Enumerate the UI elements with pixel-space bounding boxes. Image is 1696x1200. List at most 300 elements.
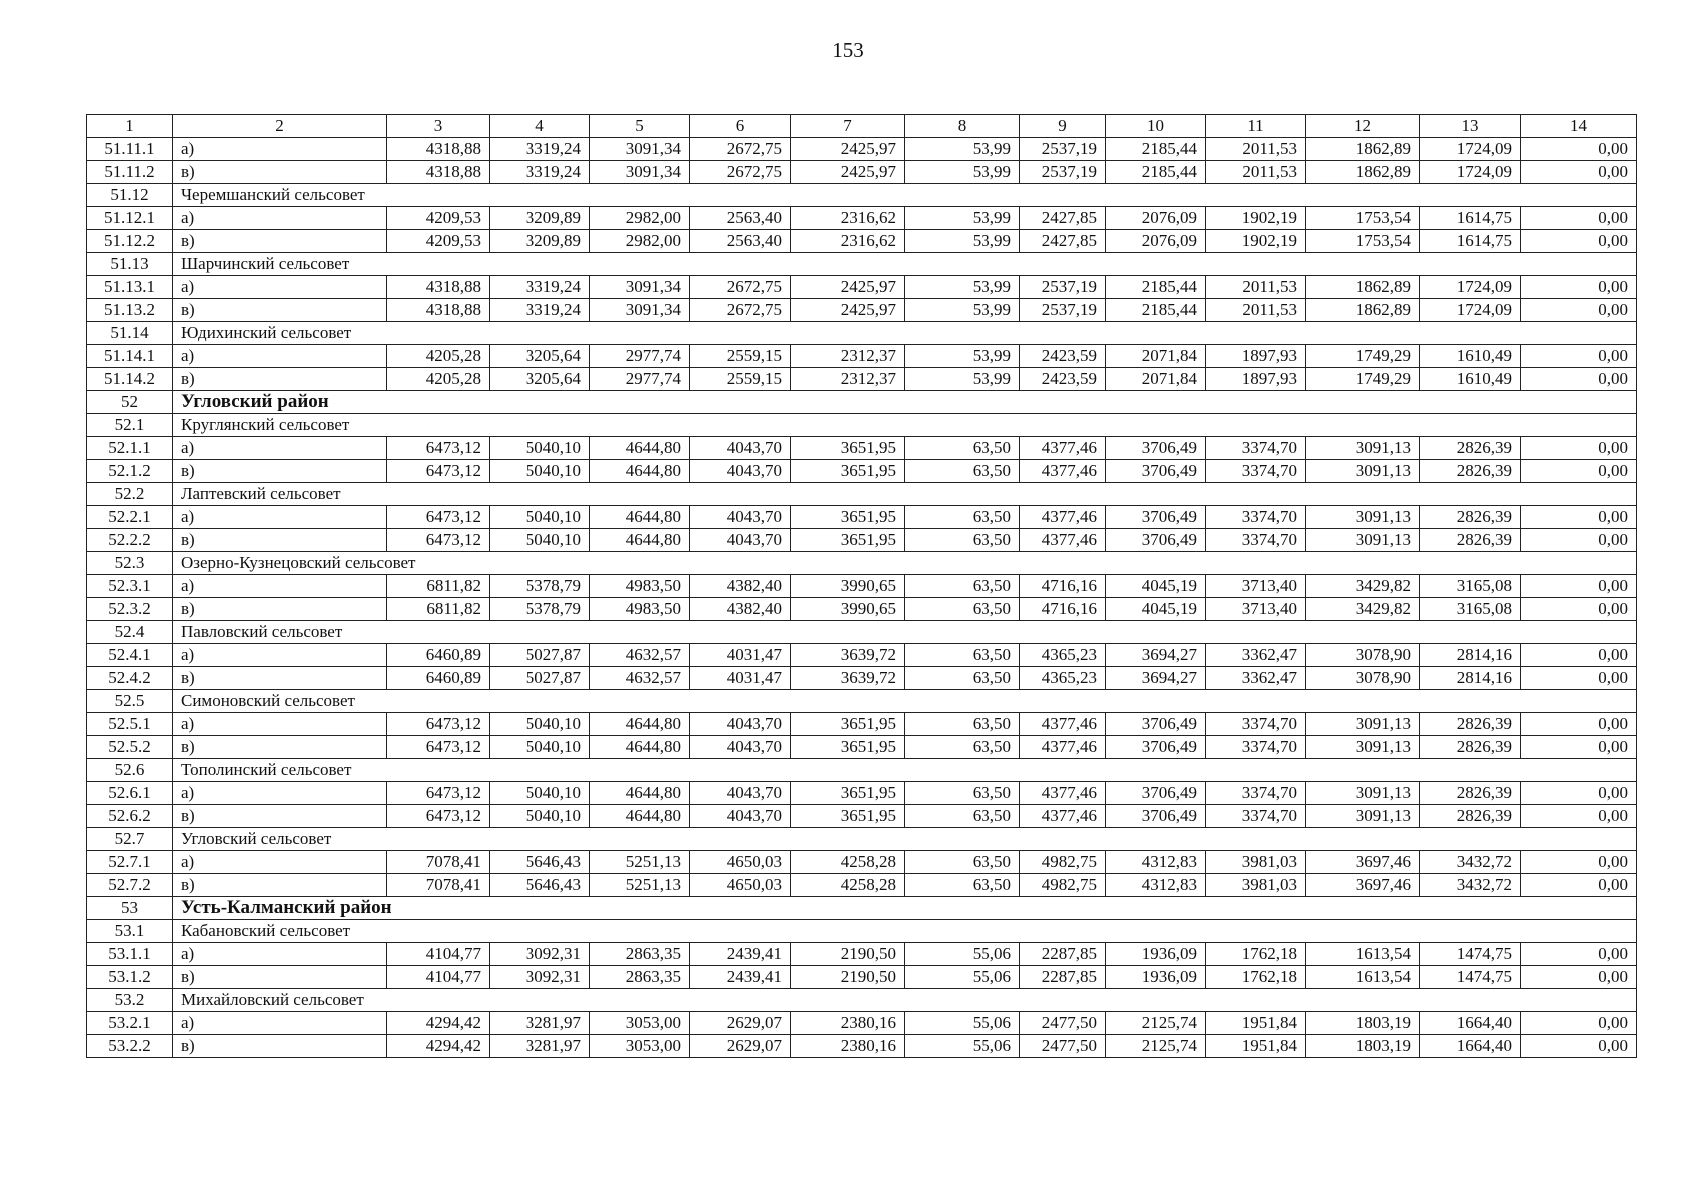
- table-row: [87, 506, 1637, 529]
- value-cell: 1724,09: [1420, 138, 1521, 161]
- value-cell: 3374,70: [1206, 437, 1306, 460]
- value-cell: 4104,77: [387, 943, 490, 966]
- value-cell: 3091,34: [590, 138, 690, 161]
- table-body: [87, 115, 1637, 1058]
- row-label: в): [173, 966, 387, 989]
- value-cell: 2826,39: [1420, 529, 1521, 552]
- table-row: [87, 299, 1637, 322]
- settlement-name: Черемшанский сельсовет: [173, 184, 1637, 207]
- value-cell: 1897,93: [1206, 345, 1306, 368]
- value-cell: 1664,40: [1420, 1012, 1521, 1035]
- value-cell: 5040,10: [490, 437, 590, 460]
- table-row: [87, 1012, 1637, 1035]
- value-cell: 0,00: [1521, 874, 1637, 897]
- value-cell: 4365,23: [1020, 644, 1106, 667]
- column-header: 7: [791, 115, 905, 138]
- value-cell: 4209,53: [387, 230, 490, 253]
- value-cell: 3374,70: [1206, 805, 1306, 828]
- row-label: а): [173, 575, 387, 598]
- value-cell: 4377,46: [1020, 782, 1106, 805]
- table-row: [87, 644, 1637, 667]
- value-cell: 1753,54: [1306, 230, 1420, 253]
- column-header: 10: [1106, 115, 1206, 138]
- value-cell: 3706,49: [1106, 506, 1206, 529]
- value-cell: 0,00: [1521, 851, 1637, 874]
- value-cell: 2439,41: [690, 943, 791, 966]
- value-cell: 1614,75: [1420, 230, 1521, 253]
- row-number: 52.2.1: [87, 506, 173, 529]
- value-cell: 3091,13: [1306, 713, 1420, 736]
- column-header: 12: [1306, 115, 1420, 138]
- row-number: 53: [87, 897, 173, 920]
- value-cell: 1951,84: [1206, 1012, 1306, 1035]
- value-cell: 0,00: [1521, 138, 1637, 161]
- value-cell: 2826,39: [1420, 782, 1521, 805]
- row-label: а): [173, 1012, 387, 1035]
- value-cell: 2287,85: [1020, 966, 1106, 989]
- value-cell: 2185,44: [1106, 276, 1206, 299]
- row-number: 52: [87, 391, 173, 414]
- value-cell: 63,50: [905, 782, 1020, 805]
- column-header: 4: [490, 115, 590, 138]
- section-row: [87, 759, 1637, 782]
- value-cell: 4045,19: [1106, 598, 1206, 621]
- value-cell: 2427,85: [1020, 207, 1106, 230]
- value-cell: 1862,89: [1306, 276, 1420, 299]
- value-cell: 2423,59: [1020, 368, 1106, 391]
- value-cell: 1897,93: [1206, 368, 1306, 391]
- value-cell: 3981,03: [1206, 874, 1306, 897]
- table-row: [87, 529, 1637, 552]
- value-cell: 4045,19: [1106, 575, 1206, 598]
- value-cell: 2537,19: [1020, 138, 1106, 161]
- value-cell: 5040,10: [490, 713, 590, 736]
- row-number: 52.4.1: [87, 644, 173, 667]
- table-row: [87, 207, 1637, 230]
- row-number: 51.12: [87, 184, 173, 207]
- value-cell: 2629,07: [690, 1012, 791, 1035]
- value-cell: 6811,82: [387, 575, 490, 598]
- row-label: в): [173, 161, 387, 184]
- value-cell: 53,99: [905, 299, 1020, 322]
- value-cell: 63,50: [905, 667, 1020, 690]
- value-cell: 4205,28: [387, 345, 490, 368]
- value-cell: 0,00: [1521, 460, 1637, 483]
- value-cell: 3209,89: [490, 230, 590, 253]
- value-cell: 4043,70: [690, 713, 791, 736]
- district-name: Усть-Калманский район: [173, 897, 1637, 920]
- row-label: в): [173, 1035, 387, 1058]
- value-cell: 3651,95: [791, 805, 905, 828]
- row-number: 51.14.2: [87, 368, 173, 391]
- header-row: [87, 115, 1637, 138]
- value-cell: 63,50: [905, 506, 1020, 529]
- value-cell: 3091,13: [1306, 736, 1420, 759]
- row-label: а): [173, 713, 387, 736]
- value-cell: 0,00: [1521, 782, 1637, 805]
- value-cell: 4377,46: [1020, 529, 1106, 552]
- value-cell: 1951,84: [1206, 1035, 1306, 1058]
- section-row: [87, 322, 1637, 345]
- value-cell: 3205,64: [490, 368, 590, 391]
- value-cell: 53,99: [905, 345, 1020, 368]
- value-cell: 5040,10: [490, 805, 590, 828]
- value-cell: 3697,46: [1306, 851, 1420, 874]
- value-cell: 1862,89: [1306, 138, 1420, 161]
- row-number: 52.7.1: [87, 851, 173, 874]
- value-cell: 2076,09: [1106, 207, 1206, 230]
- value-cell: 2537,19: [1020, 276, 1106, 299]
- value-cell: 55,06: [905, 1012, 1020, 1035]
- value-cell: 4716,16: [1020, 575, 1106, 598]
- value-cell: 3374,70: [1206, 713, 1306, 736]
- value-cell: 4377,46: [1020, 736, 1106, 759]
- value-cell: 3374,70: [1206, 529, 1306, 552]
- value-cell: 1724,09: [1420, 276, 1521, 299]
- value-cell: 0,00: [1521, 667, 1637, 690]
- column-header: 11: [1206, 115, 1306, 138]
- row-label: в): [173, 529, 387, 552]
- value-cell: 53,99: [905, 207, 1020, 230]
- value-cell: 6473,12: [387, 460, 490, 483]
- value-cell: 2863,35: [590, 943, 690, 966]
- value-cell: 0,00: [1521, 506, 1637, 529]
- table-row: [87, 368, 1637, 391]
- row-number: 52.4.2: [87, 667, 173, 690]
- value-cell: 3281,97: [490, 1012, 590, 1035]
- value-cell: 63,50: [905, 575, 1020, 598]
- value-cell: 1762,18: [1206, 943, 1306, 966]
- value-cell: 3205,64: [490, 345, 590, 368]
- value-cell: 0,00: [1521, 644, 1637, 667]
- value-cell: 4382,40: [690, 598, 791, 621]
- value-cell: 55,06: [905, 1035, 1020, 1058]
- value-cell: 6473,12: [387, 529, 490, 552]
- settlement-name: Павловский сельсовет: [173, 621, 1637, 644]
- value-cell: 4644,80: [590, 713, 690, 736]
- value-cell: 2076,09: [1106, 230, 1206, 253]
- value-cell: 2185,44: [1106, 138, 1206, 161]
- table-row: [87, 345, 1637, 368]
- value-cell: 2559,15: [690, 345, 791, 368]
- value-cell: 2011,53: [1206, 138, 1306, 161]
- value-cell: 0,00: [1521, 736, 1637, 759]
- value-cell: 2672,75: [690, 161, 791, 184]
- value-cell: 3713,40: [1206, 598, 1306, 621]
- value-cell: 4043,70: [690, 506, 791, 529]
- row-number: 52.3.1: [87, 575, 173, 598]
- value-cell: 4982,75: [1020, 851, 1106, 874]
- section-row: [87, 483, 1637, 506]
- value-cell: 4377,46: [1020, 805, 1106, 828]
- value-cell: 1724,09: [1420, 299, 1521, 322]
- settlement-name: Симоновский сельсовет: [173, 690, 1637, 713]
- value-cell: 4209,53: [387, 207, 490, 230]
- value-cell: 2071,84: [1106, 368, 1206, 391]
- value-cell: 3092,31: [490, 943, 590, 966]
- value-cell: 5251,13: [590, 874, 690, 897]
- row-number: 51.12.2: [87, 230, 173, 253]
- value-cell: 1936,09: [1106, 943, 1206, 966]
- value-cell: 2423,59: [1020, 345, 1106, 368]
- value-cell: 0,00: [1521, 575, 1637, 598]
- value-cell: 4632,57: [590, 667, 690, 690]
- row-label: а): [173, 943, 387, 966]
- value-cell: 6473,12: [387, 805, 490, 828]
- value-cell: 4644,80: [590, 529, 690, 552]
- value-cell: 3091,13: [1306, 437, 1420, 460]
- value-cell: 2011,53: [1206, 161, 1306, 184]
- value-cell: 4258,28: [791, 851, 905, 874]
- value-cell: 4650,03: [690, 874, 791, 897]
- value-cell: 4043,70: [690, 460, 791, 483]
- value-cell: 3990,65: [791, 575, 905, 598]
- column-header: 1: [87, 115, 173, 138]
- value-cell: 2982,00: [590, 230, 690, 253]
- row-number: 51.14.1: [87, 345, 173, 368]
- section-row: [87, 621, 1637, 644]
- row-label: в): [173, 874, 387, 897]
- value-cell: 2559,15: [690, 368, 791, 391]
- value-cell: 2863,35: [590, 966, 690, 989]
- value-cell: 63,50: [905, 644, 1020, 667]
- table-row: [87, 966, 1637, 989]
- row-label: в): [173, 805, 387, 828]
- value-cell: 2316,62: [791, 207, 905, 230]
- column-header: 8: [905, 115, 1020, 138]
- value-cell: 4294,42: [387, 1035, 490, 1058]
- value-cell: 4377,46: [1020, 506, 1106, 529]
- value-cell: 3362,47: [1206, 667, 1306, 690]
- value-cell: 2477,50: [1020, 1012, 1106, 1035]
- value-cell: 4043,70: [690, 805, 791, 828]
- value-cell: 2537,19: [1020, 161, 1106, 184]
- value-cell: 0,00: [1521, 230, 1637, 253]
- value-cell: 1862,89: [1306, 299, 1420, 322]
- value-cell: 3706,49: [1106, 460, 1206, 483]
- value-cell: 5040,10: [490, 529, 590, 552]
- value-cell: 2011,53: [1206, 299, 1306, 322]
- row-number: 51.13.2: [87, 299, 173, 322]
- row-label: в): [173, 368, 387, 391]
- value-cell: 63,50: [905, 460, 1020, 483]
- value-cell: 4031,47: [690, 644, 791, 667]
- row-number: 52.6.1: [87, 782, 173, 805]
- value-cell: 0,00: [1521, 437, 1637, 460]
- value-cell: 1664,40: [1420, 1035, 1521, 1058]
- value-cell: 0,00: [1521, 207, 1637, 230]
- value-cell: 3697,46: [1306, 874, 1420, 897]
- value-cell: 7078,41: [387, 851, 490, 874]
- value-cell: 2380,16: [791, 1035, 905, 1058]
- value-cell: 3319,24: [490, 138, 590, 161]
- column-header: 13: [1420, 115, 1521, 138]
- value-cell: 2977,74: [590, 368, 690, 391]
- row-number: 52.6.2: [87, 805, 173, 828]
- value-cell: 4377,46: [1020, 460, 1106, 483]
- table-row: [87, 874, 1637, 897]
- value-cell: 2537,19: [1020, 299, 1106, 322]
- value-cell: 1749,29: [1306, 368, 1420, 391]
- table-row: [87, 782, 1637, 805]
- table-row: [87, 161, 1637, 184]
- tariff-table: [86, 114, 1637, 1058]
- value-cell: 4365,23: [1020, 667, 1106, 690]
- row-number: 51.11.1: [87, 138, 173, 161]
- value-cell: 3374,70: [1206, 736, 1306, 759]
- value-cell: 4644,80: [590, 460, 690, 483]
- settlement-name: Угловский сельсовет: [173, 828, 1637, 851]
- value-cell: 4382,40: [690, 575, 791, 598]
- value-cell: 3092,31: [490, 966, 590, 989]
- value-cell: 4258,28: [791, 874, 905, 897]
- row-label: в): [173, 299, 387, 322]
- value-cell: 4031,47: [690, 667, 791, 690]
- value-cell: 2125,74: [1106, 1035, 1206, 1058]
- table-row: [87, 736, 1637, 759]
- value-cell: 4716,16: [1020, 598, 1106, 621]
- value-cell: 1474,75: [1420, 966, 1521, 989]
- value-cell: 53,99: [905, 276, 1020, 299]
- value-cell: 3362,47: [1206, 644, 1306, 667]
- value-cell: 2425,97: [791, 138, 905, 161]
- value-cell: 0,00: [1521, 276, 1637, 299]
- value-cell: 3706,49: [1106, 437, 1206, 460]
- value-cell: 5646,43: [490, 874, 590, 897]
- value-cell: 3091,13: [1306, 805, 1420, 828]
- table-row: [87, 276, 1637, 299]
- value-cell: 2380,16: [791, 1012, 905, 1035]
- value-cell: 5027,87: [490, 644, 590, 667]
- value-cell: 1762,18: [1206, 966, 1306, 989]
- value-cell: 4644,80: [590, 736, 690, 759]
- row-label: а): [173, 437, 387, 460]
- value-cell: 63,50: [905, 851, 1020, 874]
- value-cell: 0,00: [1521, 598, 1637, 621]
- value-cell: 3706,49: [1106, 529, 1206, 552]
- value-cell: 3639,72: [791, 644, 905, 667]
- value-cell: 2826,39: [1420, 805, 1521, 828]
- value-cell: 2629,07: [690, 1035, 791, 1058]
- column-header: 14: [1521, 115, 1637, 138]
- value-cell: 63,50: [905, 805, 1020, 828]
- value-cell: 7078,41: [387, 874, 490, 897]
- table-row: [87, 598, 1637, 621]
- row-number: 53.1.2: [87, 966, 173, 989]
- value-cell: 1902,19: [1206, 230, 1306, 253]
- value-cell: 0,00: [1521, 345, 1637, 368]
- row-number: 52.3: [87, 552, 173, 575]
- value-cell: 3374,70: [1206, 506, 1306, 529]
- value-cell: 4043,70: [690, 736, 791, 759]
- value-cell: 4644,80: [590, 805, 690, 828]
- value-cell: 6473,12: [387, 437, 490, 460]
- value-cell: 0,00: [1521, 1035, 1637, 1058]
- value-cell: 4294,42: [387, 1012, 490, 1035]
- value-cell: 2287,85: [1020, 943, 1106, 966]
- value-cell: 4312,83: [1106, 874, 1206, 897]
- row-label: а): [173, 506, 387, 529]
- value-cell: 3651,95: [791, 782, 905, 805]
- value-cell: 5040,10: [490, 460, 590, 483]
- value-cell: 3651,95: [791, 460, 905, 483]
- table-row: [87, 851, 1637, 874]
- row-number: 53.1: [87, 920, 173, 943]
- row-number: 52.3.2: [87, 598, 173, 621]
- value-cell: 2477,50: [1020, 1035, 1106, 1058]
- value-cell: 3319,24: [490, 299, 590, 322]
- value-cell: 6460,89: [387, 667, 490, 690]
- value-cell: 3706,49: [1106, 713, 1206, 736]
- section-row: [87, 690, 1637, 713]
- value-cell: 2814,16: [1420, 644, 1521, 667]
- column-header: 2: [173, 115, 387, 138]
- value-cell: 3651,95: [791, 736, 905, 759]
- row-number: 52.1.2: [87, 460, 173, 483]
- value-cell: 3651,95: [791, 506, 905, 529]
- row-number: 52.7.2: [87, 874, 173, 897]
- row-label: в): [173, 460, 387, 483]
- value-cell: 0,00: [1521, 966, 1637, 989]
- value-cell: 0,00: [1521, 161, 1637, 184]
- value-cell: 1610,49: [1420, 345, 1521, 368]
- value-cell: 2125,74: [1106, 1012, 1206, 1035]
- value-cell: 3091,13: [1306, 506, 1420, 529]
- value-cell: 1902,19: [1206, 207, 1306, 230]
- value-cell: 4312,83: [1106, 851, 1206, 874]
- value-cell: 4982,75: [1020, 874, 1106, 897]
- value-cell: 2826,39: [1420, 437, 1521, 460]
- row-number: 51.11.2: [87, 161, 173, 184]
- value-cell: 2563,40: [690, 207, 791, 230]
- column-header: 6: [690, 115, 791, 138]
- value-cell: 3990,65: [791, 598, 905, 621]
- value-cell: 2185,44: [1106, 299, 1206, 322]
- value-cell: 63,50: [905, 736, 1020, 759]
- value-cell: 3209,89: [490, 207, 590, 230]
- value-cell: 4043,70: [690, 782, 791, 805]
- value-cell: 5040,10: [490, 736, 590, 759]
- value-cell: 1474,75: [1420, 943, 1521, 966]
- row-number: 53.1.1: [87, 943, 173, 966]
- row-label: а): [173, 138, 387, 161]
- value-cell: 3374,70: [1206, 782, 1306, 805]
- value-cell: 6473,12: [387, 736, 490, 759]
- value-cell: 4318,88: [387, 138, 490, 161]
- value-cell: 3053,00: [590, 1012, 690, 1035]
- row-number: 52.1.1: [87, 437, 173, 460]
- value-cell: 2312,37: [791, 368, 905, 391]
- column-header: 3: [387, 115, 490, 138]
- row-number: 52.5.2: [87, 736, 173, 759]
- table-row: [87, 713, 1637, 736]
- value-cell: 2190,50: [791, 966, 905, 989]
- value-cell: 5040,10: [490, 782, 590, 805]
- row-label: а): [173, 782, 387, 805]
- value-cell: 2826,39: [1420, 713, 1521, 736]
- value-cell: 1803,19: [1306, 1012, 1420, 1035]
- value-cell: 53,99: [905, 161, 1020, 184]
- value-cell: 0,00: [1521, 1012, 1637, 1035]
- value-cell: 3319,24: [490, 276, 590, 299]
- value-cell: 2672,75: [690, 299, 791, 322]
- value-cell: 6460,89: [387, 644, 490, 667]
- value-cell: 5646,43: [490, 851, 590, 874]
- row-number: 52.2.2: [87, 529, 173, 552]
- page-number: 153: [832, 38, 864, 62]
- value-cell: 3429,82: [1306, 598, 1420, 621]
- value-cell: 1803,19: [1306, 1035, 1420, 1058]
